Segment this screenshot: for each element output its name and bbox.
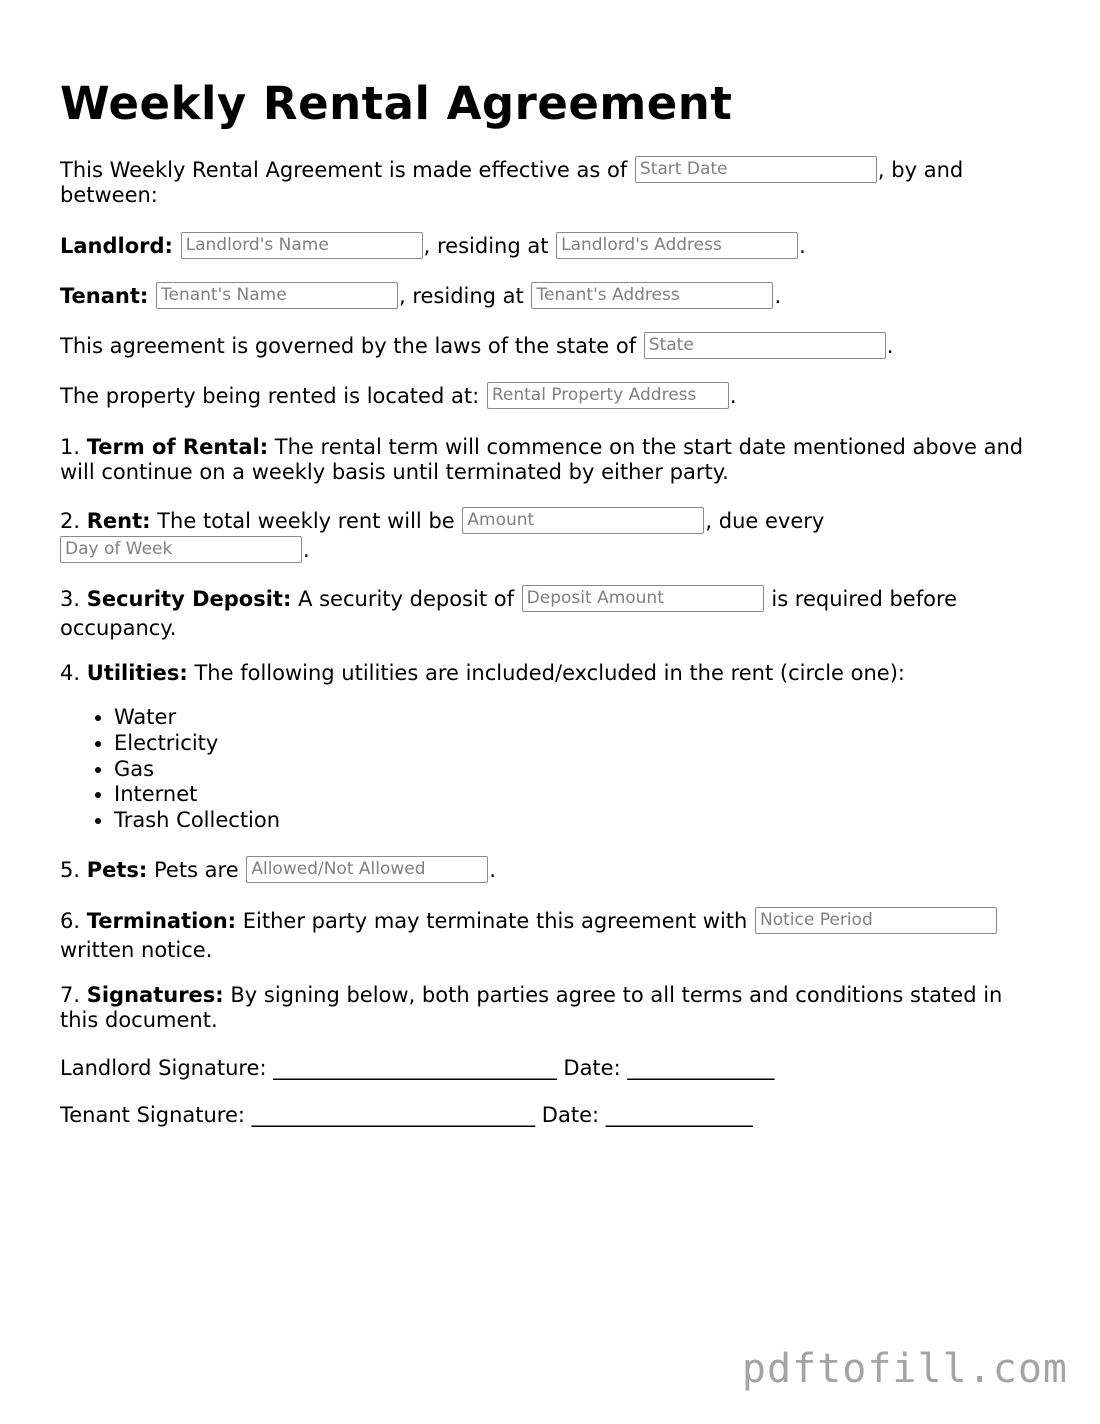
clause-number: 2. <box>60 509 81 533</box>
day-of-week-field[interactable] <box>60 536 302 563</box>
tenant-name-field[interactable] <box>156 282 398 309</box>
list-item: • Water <box>114 705 280 731</box>
clause-number: 1. <box>60 435 81 459</box>
state-field[interactable] <box>644 332 886 359</box>
rent-period: . <box>303 538 310 562</box>
clause-text: A security deposit of <box>298 587 514 611</box>
governing-period: . <box>886 334 894 358</box>
clause-text: The total weekly rent will be <box>157 509 455 533</box>
property-period: . <box>729 384 737 408</box>
intro-text-after: , by and between: <box>60 158 964 207</box>
clause-term <box>60 435 1040 485</box>
governing-text: This agreement is governed by the laws of the state of <box>60 334 637 358</box>
pets-allowed-field[interactable] <box>246 856 488 883</box>
list-item: • Internet <box>114 782 280 808</box>
landlord-name-field[interactable] <box>181 232 423 259</box>
clause-text-due: , due every <box>705 509 825 533</box>
tenant-residing-text: , residing at <box>398 284 524 308</box>
clause-pets <box>60 858 1040 883</box>
rental-property-address-field[interactable] <box>487 382 729 409</box>
tenant-period: . <box>774 284 782 308</box>
list-item: • Electricity <box>114 731 280 757</box>
notice-period-field[interactable] <box>755 907 997 934</box>
list-item: • Gas <box>114 757 280 783</box>
landlord-period: . <box>799 234 806 258</box>
clause-text: The rental term will commence on the start date mentioned above and will continue on a weekly basis until terminated by either party. <box>60 435 1024 484</box>
landlord-address-field[interactable] <box>556 232 798 259</box>
pets-period: . <box>489 858 497 882</box>
governing-law-line <box>60 334 1040 359</box>
clause-text: Pets are <box>154 858 239 882</box>
tenant-address-field[interactable] <box>531 282 773 309</box>
clause-heading: Utilities: <box>86 661 188 685</box>
property-line <box>60 384 1040 409</box>
intro-paragraph <box>60 158 1040 208</box>
clause-text-after: is required before occupancy. <box>60 587 958 640</box>
intro-text: This Weekly Rental Agreement is made effective as of <box>60 158 628 182</box>
clause-number: 5. <box>60 858 81 882</box>
clause-heading: Signatures: <box>86 983 224 1007</box>
tenant-signature-line: Tenant Signature: ___________________________ Date: ______________ <box>60 1103 753 1127</box>
clause-text: The following utilities are included/excluded in the rent (circle one): <box>194 661 905 685</box>
clause-heading: Termination: <box>86 909 237 933</box>
clause-number: 6. <box>60 909 81 933</box>
clause-utilities <box>60 661 1040 686</box>
tenant-line <box>60 284 1040 309</box>
clause-text-after: written notice. <box>60 938 213 962</box>
clause-heading: Pets: <box>86 858 148 882</box>
clause-heading: Security Deposit: <box>86 587 292 611</box>
property-text: The property being rented is located at: <box>60 384 480 408</box>
clause-number: 3. <box>60 587 81 611</box>
landlord-line <box>60 234 1040 259</box>
deposit-amount-field[interactable] <box>522 585 764 612</box>
landlord-label: Landlord: <box>60 234 173 258</box>
tenant-label: Tenant: <box>60 284 149 308</box>
watermark: pdftofill.com <box>741 1346 1068 1392</box>
clause-signatures <box>60 983 1040 1033</box>
page-title: Weekly Rental Agreement <box>60 77 733 130</box>
landlord-residing-text: , residing at <box>423 234 549 258</box>
clause-rent <box>60 507 1040 565</box>
clause-text: Either party may terminate this agreement with <box>242 909 748 933</box>
clause-number: 4. <box>60 661 81 685</box>
rent-amount-field[interactable] <box>462 507 704 534</box>
clause-termination <box>60 907 1040 965</box>
utilities-list <box>60 705 280 834</box>
list-item: • Trash Collection <box>114 808 280 834</box>
clause-heading: Rent: <box>86 509 151 533</box>
start-date-field[interactable] <box>635 156 877 183</box>
clause-deposit <box>60 585 1040 643</box>
clause-heading: Term of Rental: <box>86 435 269 459</box>
clause-number: 7. <box>60 983 81 1007</box>
landlord-signature-line: Landlord Signature: ___________________________ Date: ______________ <box>60 1056 775 1080</box>
clause-text: By signing below, both parties agree to all terms and conditions stated in this document. <box>60 983 1003 1032</box>
